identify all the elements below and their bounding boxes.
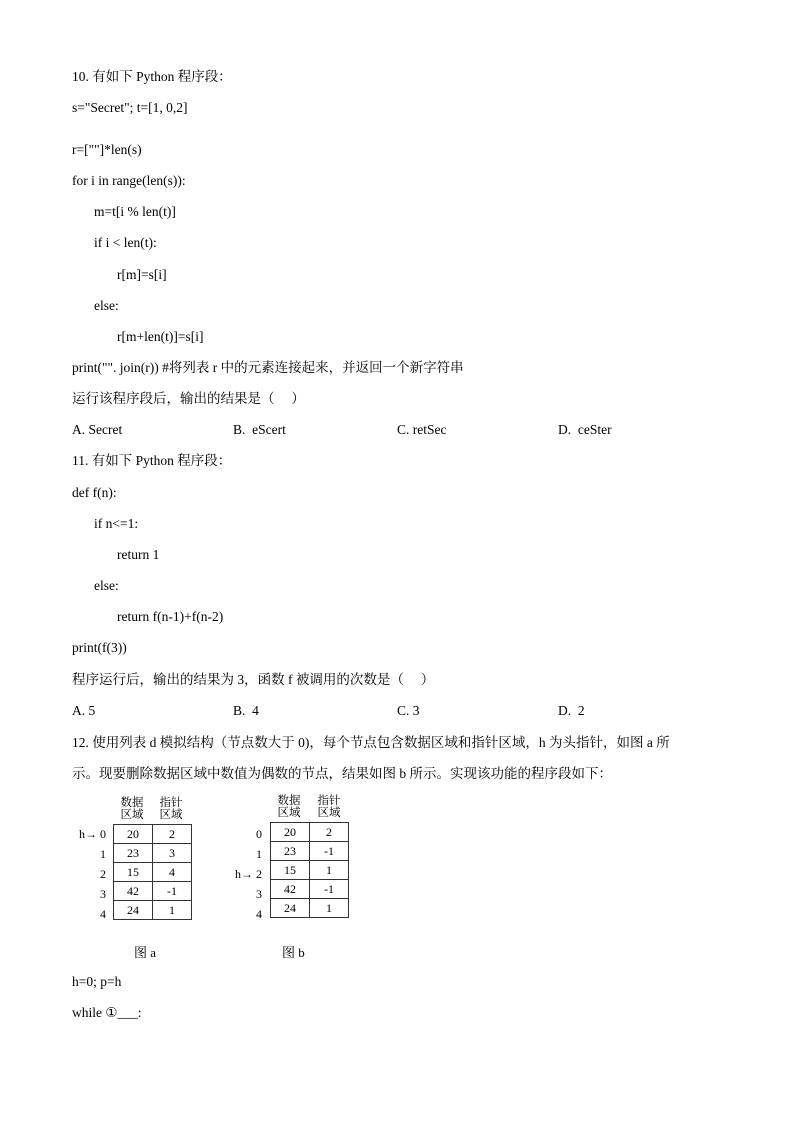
data-cell: 24 <box>114 901 153 920</box>
table-row <box>271 861 349 880</box>
code-line: while ①___: <box>72 1005 142 1020</box>
data-cell: 42 <box>271 880 310 899</box>
q11-option-b: B. 4 <box>233 703 259 718</box>
code-line: r[m+len(t)]=s[i] <box>117 329 204 344</box>
row-index: 4 <box>100 907 106 921</box>
row-index: 1 <box>256 847 262 861</box>
pointer-cell: 2 <box>153 825 192 844</box>
q11-question: 程序运行后，输出的结果为 3，函数 f 被调用的次数是（ ） <box>72 672 435 687</box>
data-cell: 42 <box>114 882 153 901</box>
data-cell: 15 <box>114 863 153 882</box>
code-line: r[m]=s[i] <box>117 267 167 282</box>
code-line: s="Secret"; t=[1, 0,2] <box>72 100 188 115</box>
row-index: 1 <box>100 847 106 861</box>
data-cell: 23 <box>271 842 310 861</box>
q10-stem: 10. 有如下 Python 程序段： <box>72 69 232 84</box>
q10-option-b: B. eScert <box>233 422 286 437</box>
table-row <box>271 880 349 899</box>
data-cell: 23 <box>114 844 153 863</box>
header-pointer-area <box>310 795 348 819</box>
figure-a-caption: 图 a <box>134 945 157 960</box>
pointer-cell: -1 <box>310 880 349 899</box>
code-line: def f(n): <box>72 485 117 500</box>
header-data-area <box>113 797 151 821</box>
data-cell: 20 <box>271 823 310 842</box>
row-index: 0 <box>256 827 262 841</box>
q10-option-a: A. Secret <box>72 422 123 437</box>
data-cell: 15 <box>271 861 310 880</box>
header-text: 区域 <box>159 809 183 821</box>
q11-option-c: C. 3 <box>397 703 420 718</box>
q12-stem-line2: 示。现要删除数据区域中数值为偶数的节点，结果如图 b 所示。实现该功能的程序段如下： <box>72 766 612 781</box>
table-row <box>114 844 192 863</box>
table-row <box>114 825 192 844</box>
pointer-cell: 1 <box>153 901 192 920</box>
header-text: 数据 <box>120 797 144 809</box>
header-pointer-area <box>152 797 190 821</box>
row-index: 2 <box>100 867 106 881</box>
data-cell: 24 <box>271 899 310 918</box>
header-text: 区域 <box>317 807 341 819</box>
row-index: 4 <box>256 907 262 921</box>
table-row <box>271 842 349 861</box>
q10-option-c: C. retSec <box>397 422 447 437</box>
pointer-cell: 1 <box>310 899 349 918</box>
code-line: for i in range(len(s)): <box>72 173 186 188</box>
code-line: print("". join(r)) #将列表 r 中的元素连接起来，并返回一个新字符串 <box>72 360 464 375</box>
code-line: if i < len(t): <box>94 235 157 250</box>
code-line: print(f(3)) <box>72 640 127 655</box>
pointer-cell: -1 <box>310 842 349 861</box>
code-line: else: <box>94 578 119 593</box>
q11-option-a: A. 5 <box>72 703 96 718</box>
header-text: 指针 <box>317 795 341 807</box>
table-row <box>271 823 349 842</box>
pointer-cell: -1 <box>153 882 192 901</box>
header-text: 区域 <box>277 807 301 819</box>
q10-question: 运行该程序段后，输出的结果是（ ） <box>72 391 305 406</box>
header-text: 区域 <box>120 809 144 821</box>
table-row <box>114 863 192 882</box>
table-row <box>271 899 349 918</box>
pointer-cell: 2 <box>310 823 349 842</box>
table-row <box>114 901 192 920</box>
q12-stem-line1: 12. 使用列表 d 模拟结构（节点数大于 0)，每个节点包含数据区域和指针区域，h 为头指针，如图 a 所 <box>72 735 670 750</box>
pointer-cell: 3 <box>153 844 192 863</box>
table-row <box>114 882 192 901</box>
q10-option-d: D. ceSter <box>558 422 612 437</box>
figure-b-caption: 图 b <box>282 945 305 960</box>
code-line: m=t[i % len(t)] <box>94 204 176 219</box>
header-text: 数据 <box>277 795 301 807</box>
pointer-cell: 4 <box>153 863 192 882</box>
row-index: 3 <box>256 887 262 901</box>
header-data-area <box>270 795 308 819</box>
row-index: h→ 0 <box>79 827 106 841</box>
code-line: return f(n-1)+f(n-2) <box>117 609 224 624</box>
q11-option-d: D. 2 <box>558 703 585 718</box>
code-line: r=[""]*len(s) <box>72 142 142 157</box>
code-line: if n<=1: <box>94 516 139 531</box>
code-line: h=0; p=h <box>72 974 122 989</box>
code-line: else: <box>94 298 119 313</box>
code-line: return 1 <box>117 547 160 562</box>
header-text: 指针 <box>159 797 183 809</box>
pointer-cell: 1 <box>310 861 349 880</box>
q11-stem: 11. 有如下 Python 程序段： <box>72 453 232 468</box>
row-index: h→ 2 <box>235 867 262 881</box>
linked-list-table-b <box>270 822 349 918</box>
linked-list-table-a <box>113 824 192 920</box>
data-cell: 20 <box>114 825 153 844</box>
row-index: 3 <box>100 887 106 901</box>
